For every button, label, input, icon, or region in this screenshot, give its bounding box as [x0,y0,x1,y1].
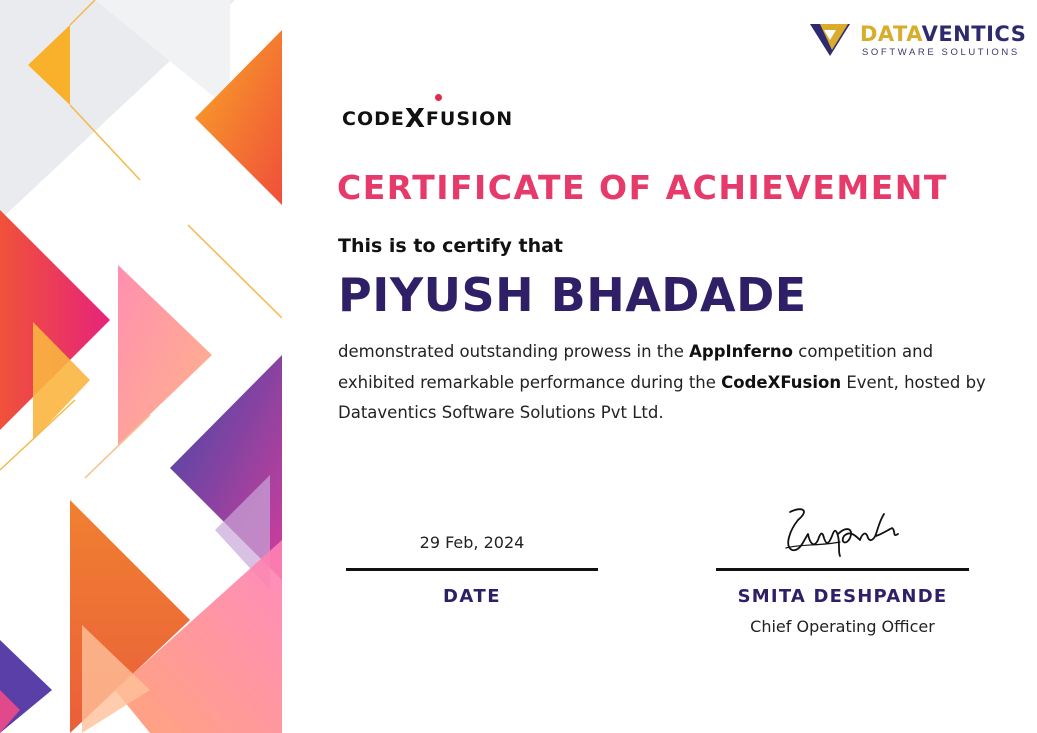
dataventics-wordmark [860,22,1026,46]
decorative-triangles [0,0,282,733]
signature-line [716,568,969,571]
body-part-2: competition and exhibited remarkable performance during the [338,342,934,392]
certify-intro: This is to certify that [338,235,564,257]
body-part-1: demonstrated outstanding prowess in the [338,342,690,361]
wordmark-ventics: VENTICS [921,22,1027,46]
codexfusion-logo [342,92,552,134]
date-line [346,568,598,571]
signer-title: Chief Operating Officer [750,617,935,636]
logo-dot-icon [435,94,442,101]
logo-code: CODE [342,108,405,130]
date-value: 29 Feb, 2024 [419,533,525,552]
dataventics-v-icon [810,22,850,58]
peach-triangle [118,265,212,445]
certificate-body [338,337,988,429]
logo-x: X [404,104,426,134]
competition-name: AppInferno [689,342,793,361]
date-label: DATE [442,586,502,607]
logo-fusion: FUSION [425,108,514,130]
signature-image [780,500,910,560]
codexfusion-wordmark [342,102,513,132]
wordmark-data: DATA [860,22,922,46]
dataventics-tagline: SOFTWARE SOLUTIONS [862,47,1020,58]
body-part-3: Event, hosted by Dataventics Software Solutions Pvt Ltd. [338,372,986,422]
signer-name: SMITA DESHPANDE [737,586,948,607]
certificate-title: CERTIFICATE OF ACHIEVEMENT [337,168,948,207]
dataventics-logo [810,22,1025,62]
event-name: CodeXFusion [721,372,842,392]
recipient-name: PIYUSH BHADADE [338,268,807,322]
